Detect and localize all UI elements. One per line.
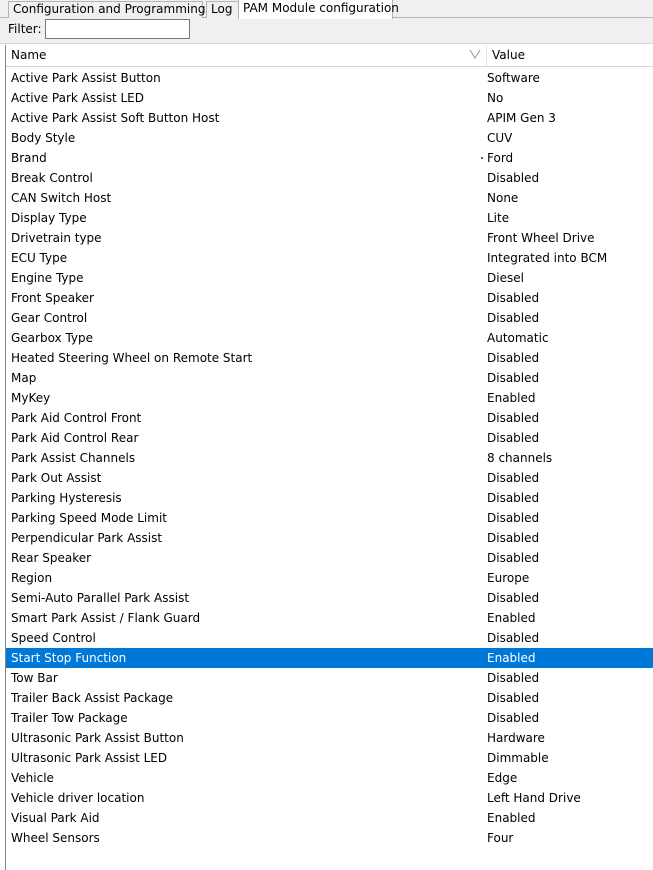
table-row[interactable] — [6, 188, 653, 208]
row-name: Parking Speed Mode Limit — [11, 511, 167, 525]
column-header-name-label: Name — [11, 48, 47, 62]
row-value[interactable]: None — [487, 191, 519, 205]
row-name: Map — [11, 371, 37, 385]
row-name: Front Speaker — [11, 291, 94, 305]
property-table — [5, 45, 653, 870]
row-name: Park Out Assist — [11, 471, 102, 485]
row-name: Heated Steering Wheel on Remote Start — [11, 351, 253, 365]
row-value[interactable]: Front Wheel Drive — [487, 231, 595, 245]
row-name: Visual Park Aid — [11, 811, 100, 825]
row-value[interactable]: Enabled — [487, 651, 536, 665]
row-value[interactable]: No — [487, 91, 504, 105]
row-value[interactable]: Dimmable — [487, 751, 549, 765]
row-value[interactable]: APIM Gen 3 — [487, 111, 556, 125]
row-name: Wheel Sensors — [11, 831, 100, 845]
table-row[interactable] — [6, 648, 653, 668]
table-row[interactable] — [6, 608, 653, 628]
row-name: Ultrasonic Park Assist Button — [11, 731, 184, 745]
tab-label: Log — [211, 2, 233, 16]
table-row[interactable] — [6, 108, 653, 128]
row-name: Start Stop Function — [11, 651, 127, 665]
table-row[interactable] — [6, 588, 653, 608]
table-row[interactable] — [6, 388, 653, 408]
row-value[interactable]: Enabled — [487, 391, 536, 405]
row-name: Parking Hysteresis — [11, 491, 122, 505]
table-row[interactable] — [6, 768, 653, 788]
tab-pam-module-configuration[interactable] — [238, 0, 399, 19]
row-value[interactable]: 8 channels — [487, 451, 553, 465]
table-row[interactable] — [6, 728, 653, 748]
table-row[interactable] — [6, 708, 653, 728]
filter-input[interactable] — [45, 19, 190, 39]
row-name: Vehicle driver location — [11, 791, 145, 805]
table-row[interactable] — [6, 348, 653, 368]
row-name: ECU Type — [11, 251, 68, 265]
table-row[interactable] — [6, 548, 653, 568]
table-row[interactable] — [6, 368, 653, 388]
table-row[interactable] — [6, 208, 653, 228]
row-value[interactable]: Edge — [487, 771, 518, 785]
row-name: MyKey — [11, 391, 51, 405]
row-name: Ultrasonic Park Assist LED — [11, 751, 168, 765]
row-value[interactable]: Left Hand Drive — [487, 791, 581, 805]
column-header-value[interactable] — [487, 45, 653, 66]
row-name: Region — [11, 571, 53, 585]
row-name: Body Style — [11, 131, 76, 145]
table-row[interactable] — [6, 828, 653, 848]
table-row[interactable] — [6, 468, 653, 488]
row-name: Semi-Auto Parallel Park Assist — [11, 591, 190, 605]
row-value[interactable]: Disabled — [487, 291, 540, 305]
row-name: Engine Type — [11, 271, 84, 285]
row-name: Brand — [11, 151, 47, 165]
table-row[interactable] — [6, 448, 653, 468]
table-row[interactable] — [6, 688, 653, 708]
filter-bar — [0, 18, 653, 43]
row-value[interactable]: Four — [487, 831, 514, 845]
row-value[interactable]: Disabled — [487, 431, 540, 445]
row-name: Park Aid Control Front — [11, 411, 142, 425]
row-value[interactable]: CUV — [487, 131, 513, 145]
table-row[interactable] — [6, 248, 653, 268]
row-name: Park Aid Control Rear — [11, 431, 139, 445]
table-row[interactable] — [6, 68, 653, 88]
table-row[interactable] — [6, 528, 653, 548]
row-value[interactable]: Disabled — [487, 171, 540, 185]
row-value[interactable]: Software — [487, 71, 540, 85]
edit-marker-dot — [481, 157, 483, 159]
table-row[interactable] — [6, 268, 653, 288]
tab-label: PAM Module configuration — [243, 1, 399, 15]
table-row[interactable] — [6, 628, 653, 648]
tab-bar — [0, 0, 653, 18]
row-value[interactable]: Disabled — [487, 351, 540, 365]
row-name: Drivetrain type — [11, 231, 102, 245]
table-row[interactable] — [6, 308, 653, 328]
row-name: Gear Control — [11, 311, 88, 325]
column-header-name[interactable] — [6, 45, 487, 66]
row-name: Active Park Assist LED — [11, 91, 145, 105]
column-header-value-label: Value — [492, 48, 525, 62]
tab-label: Configuration and Programming — [13, 2, 206, 16]
table-row[interactable] — [6, 288, 653, 308]
row-value[interactable]: Diesel — [487, 271, 524, 285]
table-row[interactable] — [6, 148, 653, 168]
table-row[interactable] — [6, 328, 653, 348]
row-value[interactable]: Disabled — [487, 311, 540, 325]
row-name: Gearbox Type — [11, 331, 94, 345]
row-name: Rear Speaker — [11, 551, 92, 565]
row-value[interactable]: Europe — [487, 571, 530, 585]
table-body — [6, 68, 653, 848]
row-value[interactable]: Enabled — [487, 611, 536, 625]
row-name: Smart Park Assist / Flank Guard — [11, 611, 201, 625]
row-value[interactable]: Disabled — [487, 531, 540, 545]
table-header — [6, 45, 653, 67]
row-value[interactable]: Disabled — [487, 711, 540, 725]
sort-descending-icon — [469, 49, 481, 59]
row-name: Display Type — [11, 211, 87, 225]
row-name: Active Park Assist Soft Button Host — [11, 111, 220, 125]
row-name: Speed Control — [11, 631, 96, 645]
divider — [0, 43, 653, 44]
row-value[interactable]: Disabled — [487, 471, 540, 485]
row-value[interactable]: Disabled — [487, 631, 540, 645]
table-row[interactable] — [6, 488, 653, 508]
row-name: Trailer Back Assist Package — [11, 691, 174, 705]
row-value[interactable]: Lite — [487, 211, 510, 225]
table-row[interactable] — [6, 228, 653, 248]
row-value[interactable]: Automatic — [487, 331, 549, 345]
table-row[interactable] — [6, 168, 653, 188]
row-value[interactable]: Hardware — [487, 731, 545, 745]
table-row[interactable] — [6, 808, 653, 828]
row-value[interactable]: Integrated into BCM — [487, 251, 608, 265]
row-value[interactable]: Disabled — [487, 511, 540, 525]
row-name: Active Park Assist Button — [11, 71, 161, 85]
row-name: Break Control — [11, 171, 93, 185]
filter-label: Filter: — [8, 22, 42, 36]
row-value[interactable]: Disabled — [487, 411, 540, 425]
table-row[interactable] — [6, 748, 653, 768]
table-row[interactable] — [6, 128, 653, 148]
row-name: Perpendicular Park Assist — [11, 531, 163, 545]
table-row[interactable] — [6, 508, 653, 528]
table-row[interactable] — [6, 408, 653, 428]
row-value[interactable]: Disabled — [487, 671, 540, 685]
row-value[interactable]: Disabled — [487, 491, 540, 505]
table-row[interactable] — [6, 88, 653, 108]
row-name: Tow Bar — [11, 671, 58, 685]
table-row[interactable] — [6, 668, 653, 688]
row-value[interactable]: Disabled — [487, 371, 540, 385]
row-value[interactable]: Disabled — [487, 551, 540, 565]
table-row[interactable] — [6, 568, 653, 588]
table-row[interactable] — [6, 428, 653, 448]
table-row[interactable] — [6, 788, 653, 808]
row-name: Park Assist Channels — [11, 451, 136, 465]
tab-log[interactable] — [206, 1, 239, 18]
row-name: CAN Switch Host — [11, 191, 112, 205]
row-name: Trailer Tow Package — [11, 711, 128, 725]
row-value[interactable]: Ford — [487, 151, 514, 165]
row-value[interactable]: Disabled — [487, 691, 540, 705]
tab-configuration-and-programming[interactable] — [8, 1, 206, 18]
row-value[interactable]: Disabled — [487, 591, 540, 605]
row-name: Vehicle — [11, 771, 54, 785]
row-value[interactable]: Enabled — [487, 811, 536, 825]
